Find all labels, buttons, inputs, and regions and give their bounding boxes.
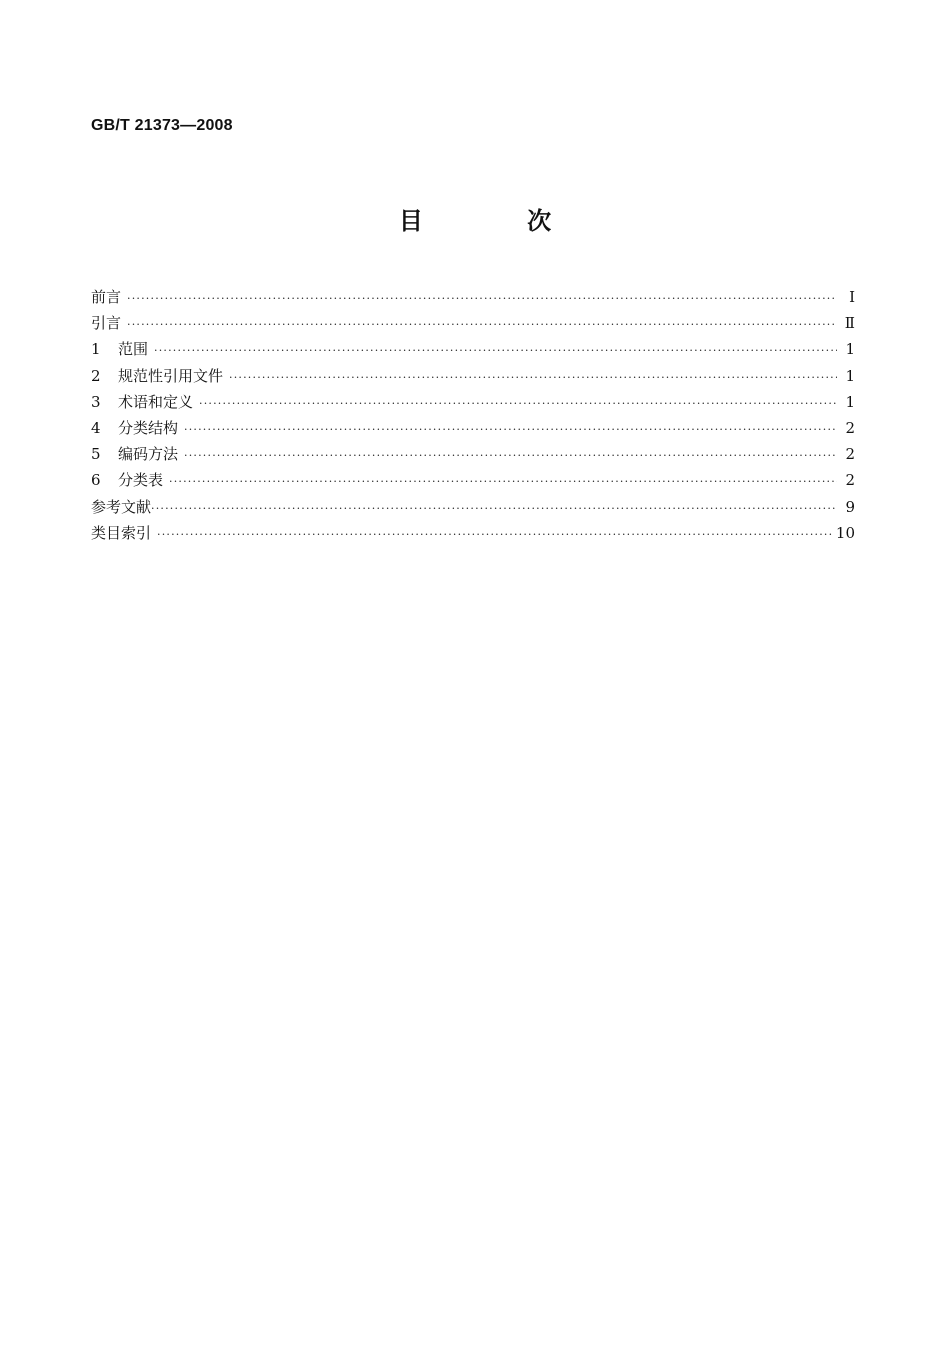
toc-entry-normative-references[interactable] bbox=[91, 363, 855, 389]
toc-entry-page: 1 bbox=[845, 366, 855, 385]
toc-entry-page: 1 bbox=[845, 392, 855, 411]
toc-entry-coding-method[interactable] bbox=[91, 441, 855, 467]
toc-entry-scope[interactable] bbox=[91, 336, 855, 362]
toc-entry-label: 引言 bbox=[91, 314, 122, 333]
toc-entry-classification-structure[interactable] bbox=[91, 415, 855, 441]
toc-leader-dots bbox=[127, 312, 837, 336]
toc-entry-terms-definitions[interactable] bbox=[91, 389, 855, 415]
toc-leader-dots bbox=[199, 391, 837, 415]
toc-entry-number: 6 bbox=[91, 471, 101, 490]
toc-leader-dots bbox=[169, 469, 837, 493]
toc-entry-label: 类目索引 bbox=[91, 523, 152, 542]
toc-leader-dots bbox=[184, 417, 837, 441]
toc-leader-dots bbox=[229, 365, 837, 389]
toc-entry-label: 前言 bbox=[91, 288, 122, 306]
toc-entry-label: 分类结构 bbox=[118, 418, 179, 437]
standard-code: GB/T 21373—2008 bbox=[91, 117, 233, 134]
toc-leader-dots bbox=[157, 522, 832, 546]
toc-entry-number: 1 bbox=[91, 340, 101, 359]
toc-entry-page: 2 bbox=[845, 418, 855, 437]
toc-entry-label: 规范性引用文件 bbox=[118, 366, 224, 385]
toc-entry-page: 10 bbox=[835, 523, 855, 542]
toc-entry-page: 2 bbox=[845, 471, 855, 490]
toc-entry-introduction[interactable] bbox=[91, 310, 855, 336]
toc-entry-category-index[interactable] bbox=[91, 520, 855, 546]
toc-entry-label: 编码方法 bbox=[118, 445, 179, 464]
toc-leader-dots bbox=[127, 286, 837, 310]
toc-entry-page: Ⅰ bbox=[849, 288, 855, 306]
toc-entry-bibliography[interactable] bbox=[91, 494, 855, 520]
toc-entry-foreword[interactable] bbox=[91, 284, 855, 310]
table-of-contents bbox=[91, 284, 855, 546]
toc-entry-number: 3 bbox=[91, 392, 101, 411]
toc-entry-number: 4 bbox=[91, 418, 101, 437]
toc-leader-dots bbox=[151, 496, 837, 520]
toc-entry-number: 2 bbox=[91, 366, 101, 385]
toc-entry-label: 参考文献 bbox=[91, 497, 152, 516]
toc-entry-label: 分类表 bbox=[118, 471, 164, 490]
toc-entry-label: 范围 bbox=[118, 340, 149, 359]
toc-entry-label: 术语和定义 bbox=[118, 392, 194, 411]
toc-entry-number: 5 bbox=[91, 445, 101, 464]
toc-entry-classification-table[interactable] bbox=[91, 467, 855, 493]
toc-entry-page: 1 bbox=[845, 340, 855, 359]
toc-leader-dots bbox=[184, 443, 837, 467]
toc-entry-page: 9 bbox=[845, 497, 855, 516]
toc-entry-page: 2 bbox=[845, 445, 855, 464]
toc-entry-page: Ⅱ bbox=[844, 314, 855, 333]
toc-leader-dots bbox=[154, 338, 837, 362]
page-title: 目 次 bbox=[398, 207, 600, 235]
